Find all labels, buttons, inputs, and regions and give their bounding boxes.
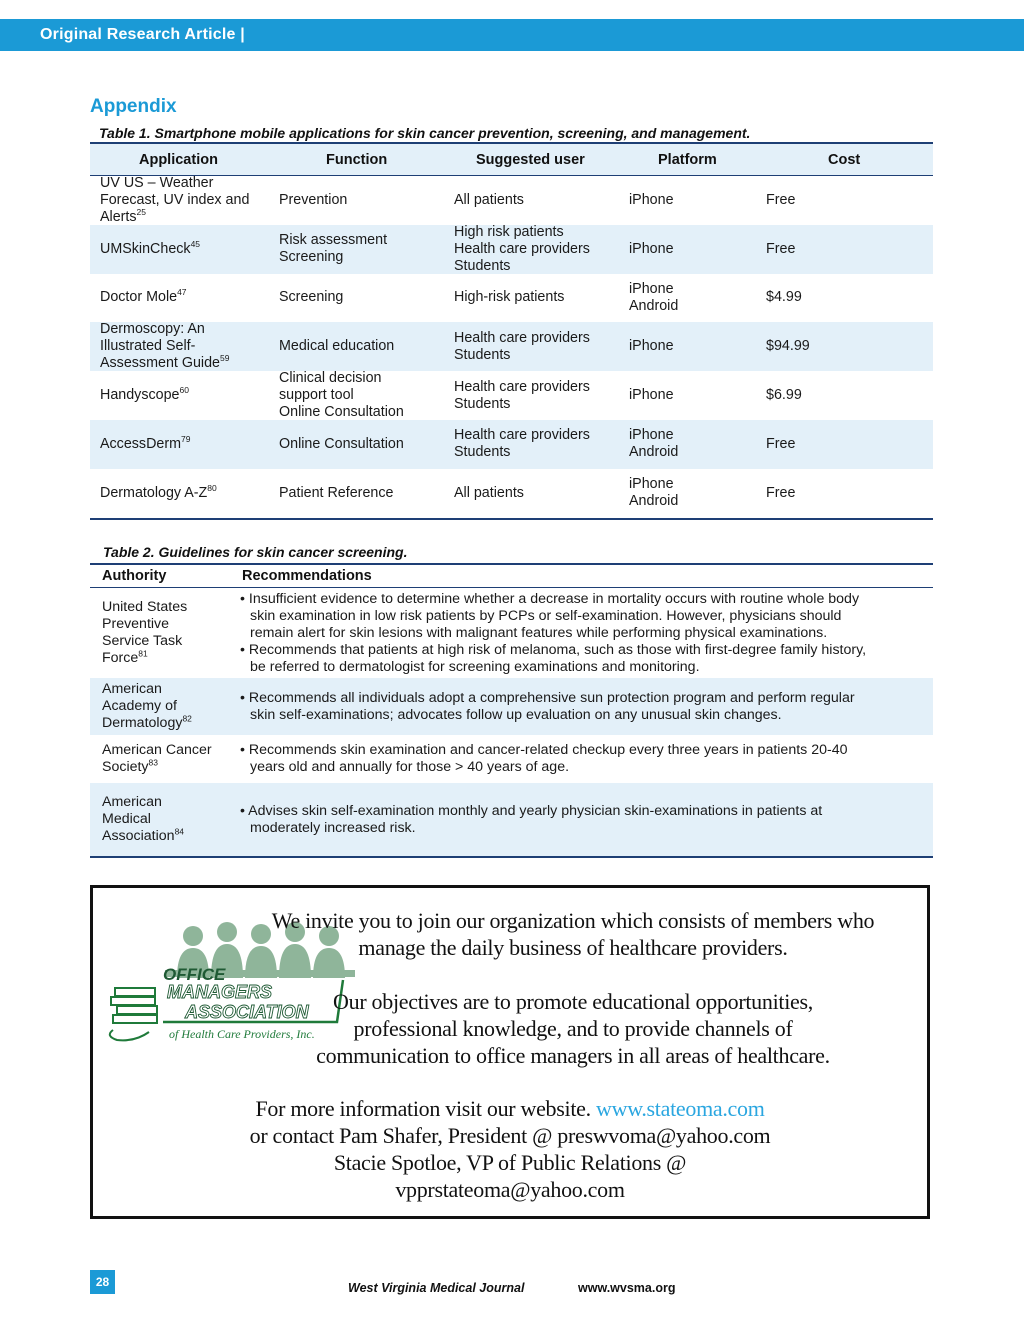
ad-info-prefix: For more information visit our website.: [255, 1096, 597, 1121]
function-cell: [279, 420, 444, 469]
cell-line: [454, 258, 624, 275]
recommendations-cell: [240, 735, 920, 783]
cell-text: Academy of: [102, 698, 177, 714]
cell-line: [454, 444, 624, 461]
table-row: [90, 783, 933, 856]
cell-text: Force: [102, 650, 139, 666]
cost-cell: [766, 274, 886, 323]
cell-text: Medical: [102, 811, 151, 827]
ad-contact-line-2: Stacie Spotloe, VP of Public Relations @: [333, 1150, 687, 1175]
table-row: [90, 420, 933, 469]
cell-line: [279, 404, 444, 421]
reference-superscript: 60: [179, 385, 189, 396]
application-cell: [100, 469, 270, 518]
cell-text: UMSkinCheck: [100, 240, 191, 257]
function-cell: [279, 322, 444, 371]
reference-superscript: 79: [181, 434, 191, 445]
cell-line: [100, 338, 270, 355]
suggested-user-cell: [454, 420, 624, 469]
page-number: 28: [90, 1270, 115, 1294]
cell-text: iPhone: [629, 476, 674, 493]
table2-body: [90, 588, 933, 858]
bullet-continuation: [240, 707, 920, 724]
ad-website-link[interactable]: www.stateoma.com: [596, 1096, 765, 1121]
suggested-user-cell: [454, 225, 624, 274]
cell-text: Online Consultation: [279, 404, 404, 421]
cell-line: [102, 616, 227, 633]
cell-line: [279, 436, 444, 453]
authority-cell: [102, 678, 227, 735]
cell-text: Advises skin self-examination monthly and yearly physician skin-examinations in patients at: [248, 802, 823, 819]
reference-superscript: 25: [136, 207, 147, 218]
cell-line: [454, 192, 624, 209]
cell-line: [100, 321, 270, 338]
cost-cell: [766, 176, 886, 225]
cell-line: [454, 330, 624, 347]
table-row: [90, 588, 933, 678]
table-row: [90, 678, 933, 735]
cell-line: [279, 249, 444, 266]
advertisement-box: [90, 885, 930, 1219]
bullet-continuation: [240, 820, 920, 837]
cell-line: [279, 370, 444, 387]
cell-text: High risk patients: [454, 223, 564, 240]
table-row: [90, 371, 933, 420]
cell-text: Recommends that patients at high risk of melanoma, such as those with first-degree family history,: [248, 641, 867, 658]
footer-journal-name: West Virginia Medical Journal: [348, 1281, 525, 1295]
col-header-cost: Cost: [828, 152, 861, 168]
cell-text: skin self-examinations; advocates follow up evaluation on any unusual skin changes.: [250, 706, 782, 723]
bullet-item: [240, 742, 920, 759]
appendix-title: Appendix: [90, 96, 177, 117]
cell-text: Association: [102, 828, 175, 844]
table-row: [90, 274, 933, 323]
application-cell: [100, 274, 270, 323]
logo-line-office: OFFICE: [163, 965, 226, 984]
function-cell: [279, 371, 444, 420]
reference-superscript: 83: [148, 757, 158, 768]
cell-text: Recommends skin examination and cancer-related checkup every three years in patients 20-40: [248, 742, 848, 758]
cost-cell: [766, 371, 886, 420]
application-cell: [100, 225, 270, 274]
platform-cell: [629, 371, 749, 420]
cell-text: Handyscope: [100, 387, 180, 404]
cell-text: iPhone: [629, 280, 674, 297]
ad-objectives-line-2: professional knowledge, and to provide channels of: [353, 1016, 793, 1041]
suggested-user-cell: [454, 469, 624, 518]
cell-line: [279, 232, 444, 249]
cell-line: [100, 192, 270, 209]
cell-line: [454, 241, 624, 258]
cost-cell: [766, 420, 886, 469]
application-cell: [100, 176, 270, 225]
table1-header: [90, 142, 933, 176]
col-header-platform: Platform: [658, 152, 717, 168]
bullet-item: [240, 591, 920, 608]
bullet-icon: •: [240, 689, 249, 706]
cell-line: [629, 338, 749, 355]
cell-line: [102, 742, 227, 759]
cell-text: Risk assessment: [279, 232, 388, 249]
cell-text: Android: [629, 297, 679, 314]
bullet-item: [240, 690, 920, 707]
cell-line: [629, 427, 749, 444]
books-icon: [110, 988, 157, 1040]
cost-text: Free: [766, 191, 796, 208]
platform-cell: [629, 469, 749, 518]
bullet-continuation: [240, 625, 920, 642]
cell-line: [102, 811, 227, 828]
reference-superscript: 84: [174, 826, 185, 837]
cell-line: [102, 794, 227, 811]
platform-cell: [629, 420, 749, 469]
reference-superscript: 59: [220, 353, 230, 364]
cell-line: [100, 355, 270, 372]
cost-text: $94.99: [766, 338, 810, 355]
logo-line-managers: MANAGERS: [167, 982, 273, 1002]
cell-text: Preventive: [102, 616, 170, 632]
platform-cell: [629, 274, 749, 323]
cell-text: Health care providers: [454, 378, 590, 395]
ad-objectives-line-1: Our objectives are to promote educational opportunities,: [333, 989, 813, 1014]
application-cell: [100, 322, 270, 371]
table1: [90, 142, 933, 520]
bullet-icon: •: [240, 641, 249, 658]
reference-superscript: 80: [207, 482, 217, 493]
cell-line: [102, 599, 227, 616]
ad-contact-line-3: vpprstateoma@yahoo.com: [395, 1177, 625, 1202]
bullet-item: [240, 803, 920, 820]
cell-line: [100, 482, 270, 502]
bullet-icon: •: [240, 590, 249, 607]
cell-text: Dermatology: [102, 715, 183, 731]
cell-text: Health care providers: [454, 427, 590, 444]
cell-text: American Cancer: [102, 742, 212, 758]
bullet-continuation: [240, 759, 920, 776]
bullet-continuation: [240, 608, 920, 625]
cell-text: High-risk patients: [454, 289, 565, 306]
cell-text: AccessDerm: [100, 435, 182, 452]
cell-line: [454, 347, 624, 364]
cell-line: [454, 379, 624, 396]
cell-text: Prevention: [279, 191, 348, 208]
recommendations-cell: [240, 678, 920, 735]
cell-line: [279, 289, 444, 306]
cell-text: iPhone: [629, 387, 674, 404]
table-row: [90, 176, 933, 225]
footer-website: www.wvsma.org: [578, 1281, 676, 1295]
cell-line: [629, 493, 749, 510]
cost-text: Free: [766, 484, 796, 501]
logo-tagline: of Health Care Providers, Inc.: [169, 1027, 315, 1041]
cell-text: Health care providers: [454, 329, 590, 346]
application-cell: [100, 420, 270, 469]
cell-text: years old and annually for those > 40 years of age.: [250, 759, 570, 775]
cell-text: skin examination in low risk patients by PCPs or self-examination. However, physicians should: [250, 607, 842, 624]
cost-cell: [766, 469, 886, 518]
recommendations-cell: [240, 783, 920, 856]
cell-text: Students: [454, 257, 511, 274]
cell-text: iPhone: [629, 240, 674, 257]
function-cell: [279, 274, 444, 323]
cell-text: Medical education: [279, 338, 395, 355]
platform-cell: [629, 322, 749, 371]
cell-text: iPhone: [629, 191, 674, 208]
cell-text: Dermatology A-Z: [100, 484, 208, 501]
cell-text: Insufficient evidence to determine whether a decrease in mortality occurs with routine whole body: [248, 590, 860, 607]
bullet-icon: •: [240, 742, 249, 758]
reference-superscript: 81: [138, 648, 148, 659]
suggested-user-cell: [454, 274, 624, 323]
cell-text: Assessment Guide: [100, 355, 220, 372]
cell-text: United States: [102, 599, 188, 615]
cell-text: UV US – Weather: [100, 174, 214, 191]
cell-line: [102, 715, 227, 732]
cell-text: Dermoscopy: An: [100, 321, 205, 338]
table1-body: [90, 176, 933, 520]
logo-line-association: ASSOCIATION: [185, 1002, 309, 1022]
cell-text: Recommends all individuals adopt a comprehensive sun protection program and perform regular: [248, 689, 855, 706]
bullet-icon: •: [240, 802, 249, 819]
cost-cell: [766, 225, 886, 274]
cell-line: [102, 759, 227, 776]
ad-contact-line-1: or contact Pam Shafer, President @ preswvoma@yahoo.com: [249, 1123, 771, 1148]
cell-text: Service Task: [102, 633, 183, 649]
cell-text: All patients: [454, 484, 524, 501]
col-header-recommendations: Recommendations: [242, 568, 372, 584]
recommendations-cell: [240, 588, 920, 678]
ad-invite-line-2: manage the daily business of healthcare providers.: [358, 935, 788, 960]
authority-cell: [102, 735, 227, 783]
cell-line: [454, 396, 624, 413]
cell-line: [454, 427, 624, 444]
table-row: [90, 225, 933, 274]
cell-text: Screening: [279, 249, 344, 266]
cost-cell: [766, 322, 886, 371]
cell-text: remain alert for skin lesions with malignant features while performing physical examinations.: [250, 624, 828, 641]
cell-line: [454, 485, 624, 502]
reference-superscript: 45: [190, 238, 201, 249]
table2-caption: Table 2. Guidelines for skin cancer screening.: [103, 544, 408, 560]
table2-header: [90, 563, 933, 588]
function-cell: [279, 176, 444, 225]
cell-text: Online Consultation: [279, 435, 404, 452]
cell-line: [629, 241, 749, 258]
cell-line: [454, 289, 624, 306]
cell-text: Forecast, UV index and: [100, 191, 250, 208]
platform-cell: [629, 225, 749, 274]
cell-line: [629, 298, 749, 315]
cell-text: All patients: [454, 191, 524, 208]
cell-text: American: [102, 794, 162, 810]
bullet-item: [240, 642, 920, 659]
cell-line: [102, 698, 227, 715]
cell-text: Alerts: [100, 208, 137, 225]
cell-text: American: [102, 681, 162, 697]
cell-line: [100, 238, 270, 258]
cell-text: iPhone: [629, 338, 674, 355]
cell-line: [279, 485, 444, 502]
table-row: [90, 322, 933, 371]
platform-cell: [629, 176, 749, 225]
cell-line: [100, 289, 270, 306]
cell-line: [102, 681, 227, 698]
table1-caption: Table 1. Smartphone mobile applications for skin cancer prevention, screening, and management.: [99, 125, 751, 141]
ad-info-line: [93, 1096, 927, 1122]
cost-text: Free: [766, 240, 796, 257]
col-header-suggested-user: Suggested user: [476, 152, 585, 168]
cell-text: Clinical decision: [279, 370, 382, 387]
col-header-application: Application: [139, 152, 218, 168]
reference-superscript: 82: [182, 713, 192, 724]
table-row: [90, 469, 933, 518]
cost-text: $4.99: [766, 289, 802, 306]
function-cell: [279, 469, 444, 518]
cell-text: moderately increased risk.: [250, 819, 416, 836]
cell-line: [279, 387, 444, 404]
ad-invite-line-1: We invite you to join our organization which consists of members who: [271, 908, 875, 933]
article-type-label: Original Research Article |: [40, 26, 245, 43]
cell-line: [629, 444, 749, 461]
cell-line: [629, 387, 749, 404]
col-header-function: Function: [326, 152, 388, 168]
authority-cell: [102, 588, 227, 678]
cell-line: [629, 192, 749, 209]
cell-line: [279, 192, 444, 209]
cost-text: $6.99: [766, 387, 802, 404]
cell-line: [100, 209, 270, 226]
cost-text: Free: [766, 435, 796, 452]
function-cell: [279, 225, 444, 274]
cell-text: Students: [454, 346, 511, 363]
cell-line: [100, 436, 270, 453]
authority-cell: [102, 783, 227, 856]
suggested-user-cell: [454, 322, 624, 371]
cell-line: [100, 175, 270, 192]
cell-text: Screening: [279, 289, 344, 306]
cell-text: iPhone: [629, 427, 674, 444]
header-bar: [0, 19, 1024, 51]
cell-text: Doctor Mole: [100, 289, 178, 306]
suggested-user-cell: [454, 176, 624, 225]
reference-superscript: 47: [177, 287, 187, 298]
cell-line: [279, 338, 444, 355]
col-header-authority: Authority: [102, 568, 167, 584]
cell-text: be referred to dermatologist for screening examinations and monitoring.: [250, 658, 700, 675]
cell-line: [102, 828, 227, 845]
cell-text: Android: [629, 493, 679, 510]
cell-text: Students: [454, 444, 511, 461]
cell-text: Illustrated Self-: [100, 338, 196, 355]
cell-line: [102, 633, 227, 650]
cell-line: [102, 650, 227, 667]
cell-text: Society: [102, 759, 149, 775]
application-cell: [100, 371, 270, 420]
table2: [90, 563, 933, 858]
ad-objectives-line-3: communication to office managers in all areas of healthcare.: [316, 1043, 830, 1068]
cell-text: Students: [454, 395, 511, 412]
cell-line: [454, 224, 624, 241]
cell-text: Android: [629, 444, 679, 461]
suggested-user-cell: [454, 371, 624, 420]
cell-line: [100, 387, 270, 404]
cell-line: [629, 281, 749, 298]
bullet-continuation: [240, 659, 920, 676]
cell-line: [629, 476, 749, 493]
table-row: [90, 735, 933, 783]
cell-text: Health care providers: [454, 240, 590, 257]
cell-text: support tool: [279, 387, 354, 404]
cell-text: Patient Reference: [279, 484, 394, 501]
